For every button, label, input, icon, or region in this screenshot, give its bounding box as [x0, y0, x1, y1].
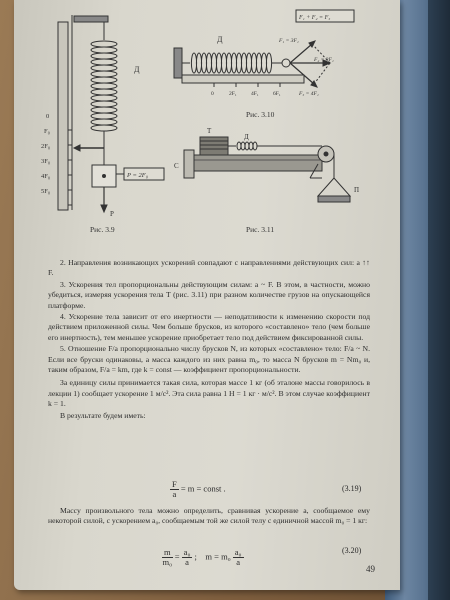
formula-3-19-fraction [170, 480, 179, 499]
formula-3-20-frac1 [162, 548, 173, 567]
fig310-force-eq: F₁ + F₂ = F₃ [299, 15, 331, 21]
body-text-2 [48, 506, 370, 528]
spring-3-9 [91, 41, 117, 131]
book-page [14, 0, 400, 590]
fig39-caption: Рис. 3.9 [90, 225, 115, 234]
figure-3-9 [58, 15, 164, 212]
paragraph-5: За единицу силы принимается такая сила, которая массе 1 кг (об эталоне массы говорилось в лекции 1) сообщает ускорение 1 м/с². Эта сила равна 1 Н = 1 кг · м/с². В этом случае коэффициент k = 1. [48, 378, 370, 409]
formula-3-20 [162, 548, 244, 567]
figures-area [14, 0, 400, 250]
fig39-box-label: P = 2F₀ [127, 172, 148, 179]
paragraph-7: Массу произвольного тела можно определить, сравнивая ускорение a, сообщаемое ему некоторой силой, с ускорением a₀, сообщаемым той же силой телу с единичной массой m₀ = 1 кг: [48, 506, 370, 526]
equation-number-3-20: (3.20) [342, 546, 362, 555]
formula-3-20-eq: = [174, 551, 180, 562]
fig311-label-c: С [174, 162, 179, 170]
fig310-force1: F₁ = 3F₁ [279, 38, 299, 44]
paragraph-2: 3. Ускорения тел пропорциональны действующим силам: a ~ F. В этом, в частности, можно убедиться, измеряя ускорения тела Т (рис. 3.11) при разном количестве грузов на опускающейся платформе. [48, 279, 370, 310]
fig311-label-t: Т [207, 127, 212, 135]
paragraph-6: В результате будем иметь: [60, 410, 146, 420]
fig39-spring-label: Д [134, 65, 140, 74]
fig311-caption: Рис. 3.11 [246, 225, 275, 234]
fig310-spring-label: Д [217, 35, 223, 44]
fig310-scale-3: 6F₁ [273, 91, 281, 97]
formula-3-19-rest: = m = const . [180, 483, 226, 494]
fig310-scale-0: 0 [211, 91, 214, 97]
formula-3-20-m0: m₀ [162, 557, 173, 567]
fig310-scale-1: 2F₁ [229, 91, 237, 97]
formula-3-20-m: m [164, 547, 171, 557]
body-text [48, 258, 370, 422]
paragraph-4: 5. Отношение F/a пропорционально числу брусков N, из которых «составлено» тело: F/a ~ N. Если все бруски одинаковы, а масса каждого из них равна m₀, то масса N брусков m = Nm₀ и, таким образом, F/a = km, где k = const — коэффициент пропорциональности. [48, 344, 370, 375]
fig39-scale-5: 5F₀ [41, 188, 51, 195]
fig39-scale-2: 2F₀ [41, 143, 51, 150]
spring-3-10 [191, 53, 271, 73]
fig39-scale-1: F₀ [44, 128, 50, 135]
fig39-scale-0: 0 [46, 113, 50, 120]
formula-3-20-frac3 [233, 548, 244, 567]
fig311-label-d: Д [244, 133, 249, 141]
formula-3-19-den: a [172, 489, 177, 499]
formula-3-20-a: a [185, 557, 189, 567]
fig39-scale-3: 3F₀ [41, 158, 51, 165]
figure-3-10 [174, 10, 354, 87]
formula-3-20-a0: a₀ [183, 547, 191, 557]
fig310-caption: Рис. 3.10 [246, 110, 275, 119]
fig310-force2: F₂ = 3F₁ [314, 57, 334, 63]
book-spine [428, 0, 450, 600]
formula-3-20-m-eq: m = m₀ [205, 551, 231, 562]
formula-3-20-a0-b: a₀ [234, 547, 242, 557]
fig311-label-p: П [354, 186, 360, 194]
equation-number-3-19: (3.19) [342, 484, 362, 493]
fig310-scale-2: 4F₁ [251, 91, 259, 97]
formula-3-20-frac2 [182, 548, 193, 567]
fig310-force3: F₃ = 4F₁ [299, 91, 319, 97]
formula-3-19-num: F [172, 479, 177, 489]
figure-3-11 [184, 137, 350, 202]
paragraph-1: 2. Направления возникающих ускорений совпадают с направлениями действующих сил: a ↑↑ F. [48, 258, 370, 278]
formula-3-20-sep: ; [194, 551, 197, 562]
fig39-weight-label: P [110, 210, 114, 218]
paragraph-3: 4. Ускорение тела зависит от его инертности — неподатливости к изменению скорости под действием приложенной силы. Чем больше брусков, из которого «составлено» тело (чем больше его инертность), тем меньшее ускорение приобретает тело под действием фиксированной силы. [48, 312, 370, 342]
formula-3-19 [170, 480, 226, 499]
fig39-scale-4: 4F₀ [41, 173, 51, 180]
formula-3-20-a-b: a [236, 557, 241, 567]
page-number: 49 [366, 564, 375, 574]
